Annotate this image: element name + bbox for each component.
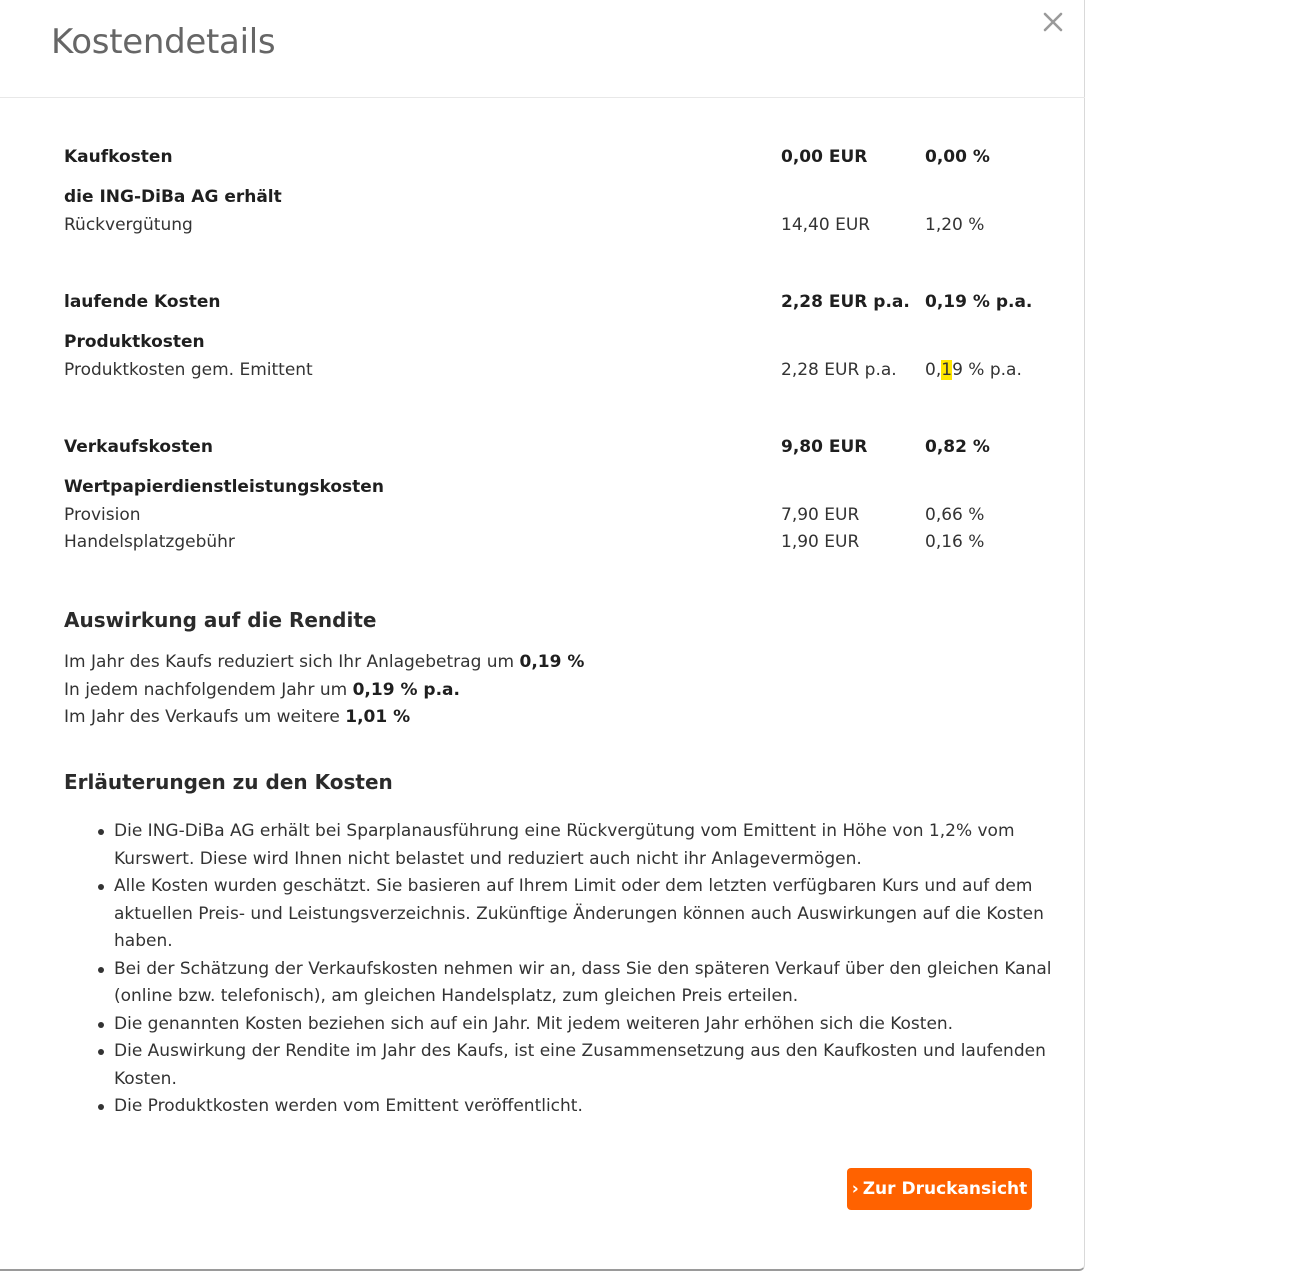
provision-row [64,504,1054,526]
row-label: Verkaufskosten [64,437,213,457]
row-label: Rückvergütung [64,215,193,235]
print-view-button[interactable] [847,1168,1032,1210]
row-pct [925,359,1022,381]
rendite-line-value: 0,19 % p.a. [352,680,460,700]
sub-heading-label: die ING-DiBa AG erhält [64,187,282,207]
chevron-right-icon: › [851,1179,859,1199]
rendite-line [64,651,584,673]
rendite-heading: Auswirkung auf die Rendite [64,608,377,632]
rendite-line [64,706,410,728]
row-label: Kaufkosten [64,147,173,167]
erlaeuterungen-list [64,818,1074,1121]
list-item: Die genannten Kosten beziehen sich auf ein Jahr. Mit jedem weiteren Jahr erhöhen sich die Kosten. [114,1011,1074,1039]
close-icon [1039,8,1067,36]
list-item: Bei der Schätzung der Verkaufskosten nehmen wir an, dass Sie den späteren Verkauf über den gleichen Kanal (online bzw. telefonisch), am gleichen Handelsplatz, zum gleichen Preis erteilen. [114,956,1074,1011]
pct-part: 0, [925,360,942,380]
laufende-kosten-row [64,291,1054,313]
produktkosten-sub-heading [64,331,1054,353]
handelsplatzgebuehr-row [64,531,1054,553]
rueckverguetung-row [64,214,1054,236]
rendite-line [64,679,460,701]
list-item: Alle Kosten wurden geschätzt. Sie basieren auf Ihrem Limit oder dem letzten verfügbaren Kurs und auf dem aktuellen Preis- und Leistungsverzeichnis. Zukünftige Änderungen können auch Auswirkungen auf die Kosten haben. [114,873,1074,956]
row-pct: 0,66 % [925,505,985,525]
row-eur: 9,80 EUR [781,437,868,457]
rendite-line-text: In jedem nachfolgendem Jahr um [64,680,353,700]
row-eur: 1,90 EUR [781,532,860,552]
close-button[interactable] [1039,8,1067,36]
row-label: Handelsplatzgebühr [64,532,235,552]
list-item: Die ING-DiBa AG erhält bei Sparplanausführung eine Rückvergütung vom Emittent in Höhe von 1,2% vom Kurswert. Diese wird Ihnen nicht belastet und reduziert auch nicht ihr Anlagevermögen. [114,818,1074,873]
modal-title: Kostendetails [51,22,276,62]
list-item: Die Produktkosten werden vom Emittent veröffentlicht. [114,1093,1074,1121]
wertpapierdienstleistungskosten-sub-heading [64,476,1054,498]
row-eur: 2,28 EUR p.a. [781,360,897,380]
erlaeuterungen-heading: Erläuterungen zu den Kosten [64,770,393,794]
row-pct: 0,16 % [925,532,985,552]
rendite-line-value: 0,19 % [519,652,585,672]
rendite-line-text: Im Jahr des Verkaufs um weitere [64,707,346,727]
list-item: Die Auswirkung der Rendite im Jahr des Kaufs, ist eine Zusammensetzung aus den Kaufkosten und laufenden Kosten. [114,1038,1074,1093]
row-eur: 14,40 EUR [781,215,871,235]
sub-heading-label: Produktkosten [64,332,205,352]
sub-heading-label: Wertpapierdienstleistungskosten [64,477,384,497]
row-eur: 0,00 EUR [781,147,868,167]
row-eur: 7,90 EUR [781,505,860,525]
highlighted-digit: 1 [941,360,953,380]
row-pct: 1,20 % [925,215,985,235]
print-view-label: Zur Druckansicht [862,1179,1028,1199]
row-label: laufende Kosten [64,292,221,312]
rendite-line-value: 1,01 % [345,707,411,727]
row-eur: 2,28 EUR p.a. [781,292,910,312]
row-pct: 0,82 % [925,437,990,457]
pct-part: 9 % p.a. [952,360,1022,380]
row-pct: 0,00 % [925,147,990,167]
modal-header [0,0,1085,98]
rendite-line-text: Im Jahr des Kaufs reduziert sich Ihr Anlagebetrag um [64,652,520,672]
produktkosten-emittent-row [64,359,1054,381]
kaufkosten-sub-heading [64,186,1054,208]
verkaufskosten-row [64,436,1054,458]
row-label: Produktkosten gem. Emittent [64,360,313,380]
kaufkosten-row [64,146,1054,168]
row-label: Provision [64,505,141,525]
row-pct: 0,19 % p.a. [925,292,1033,312]
